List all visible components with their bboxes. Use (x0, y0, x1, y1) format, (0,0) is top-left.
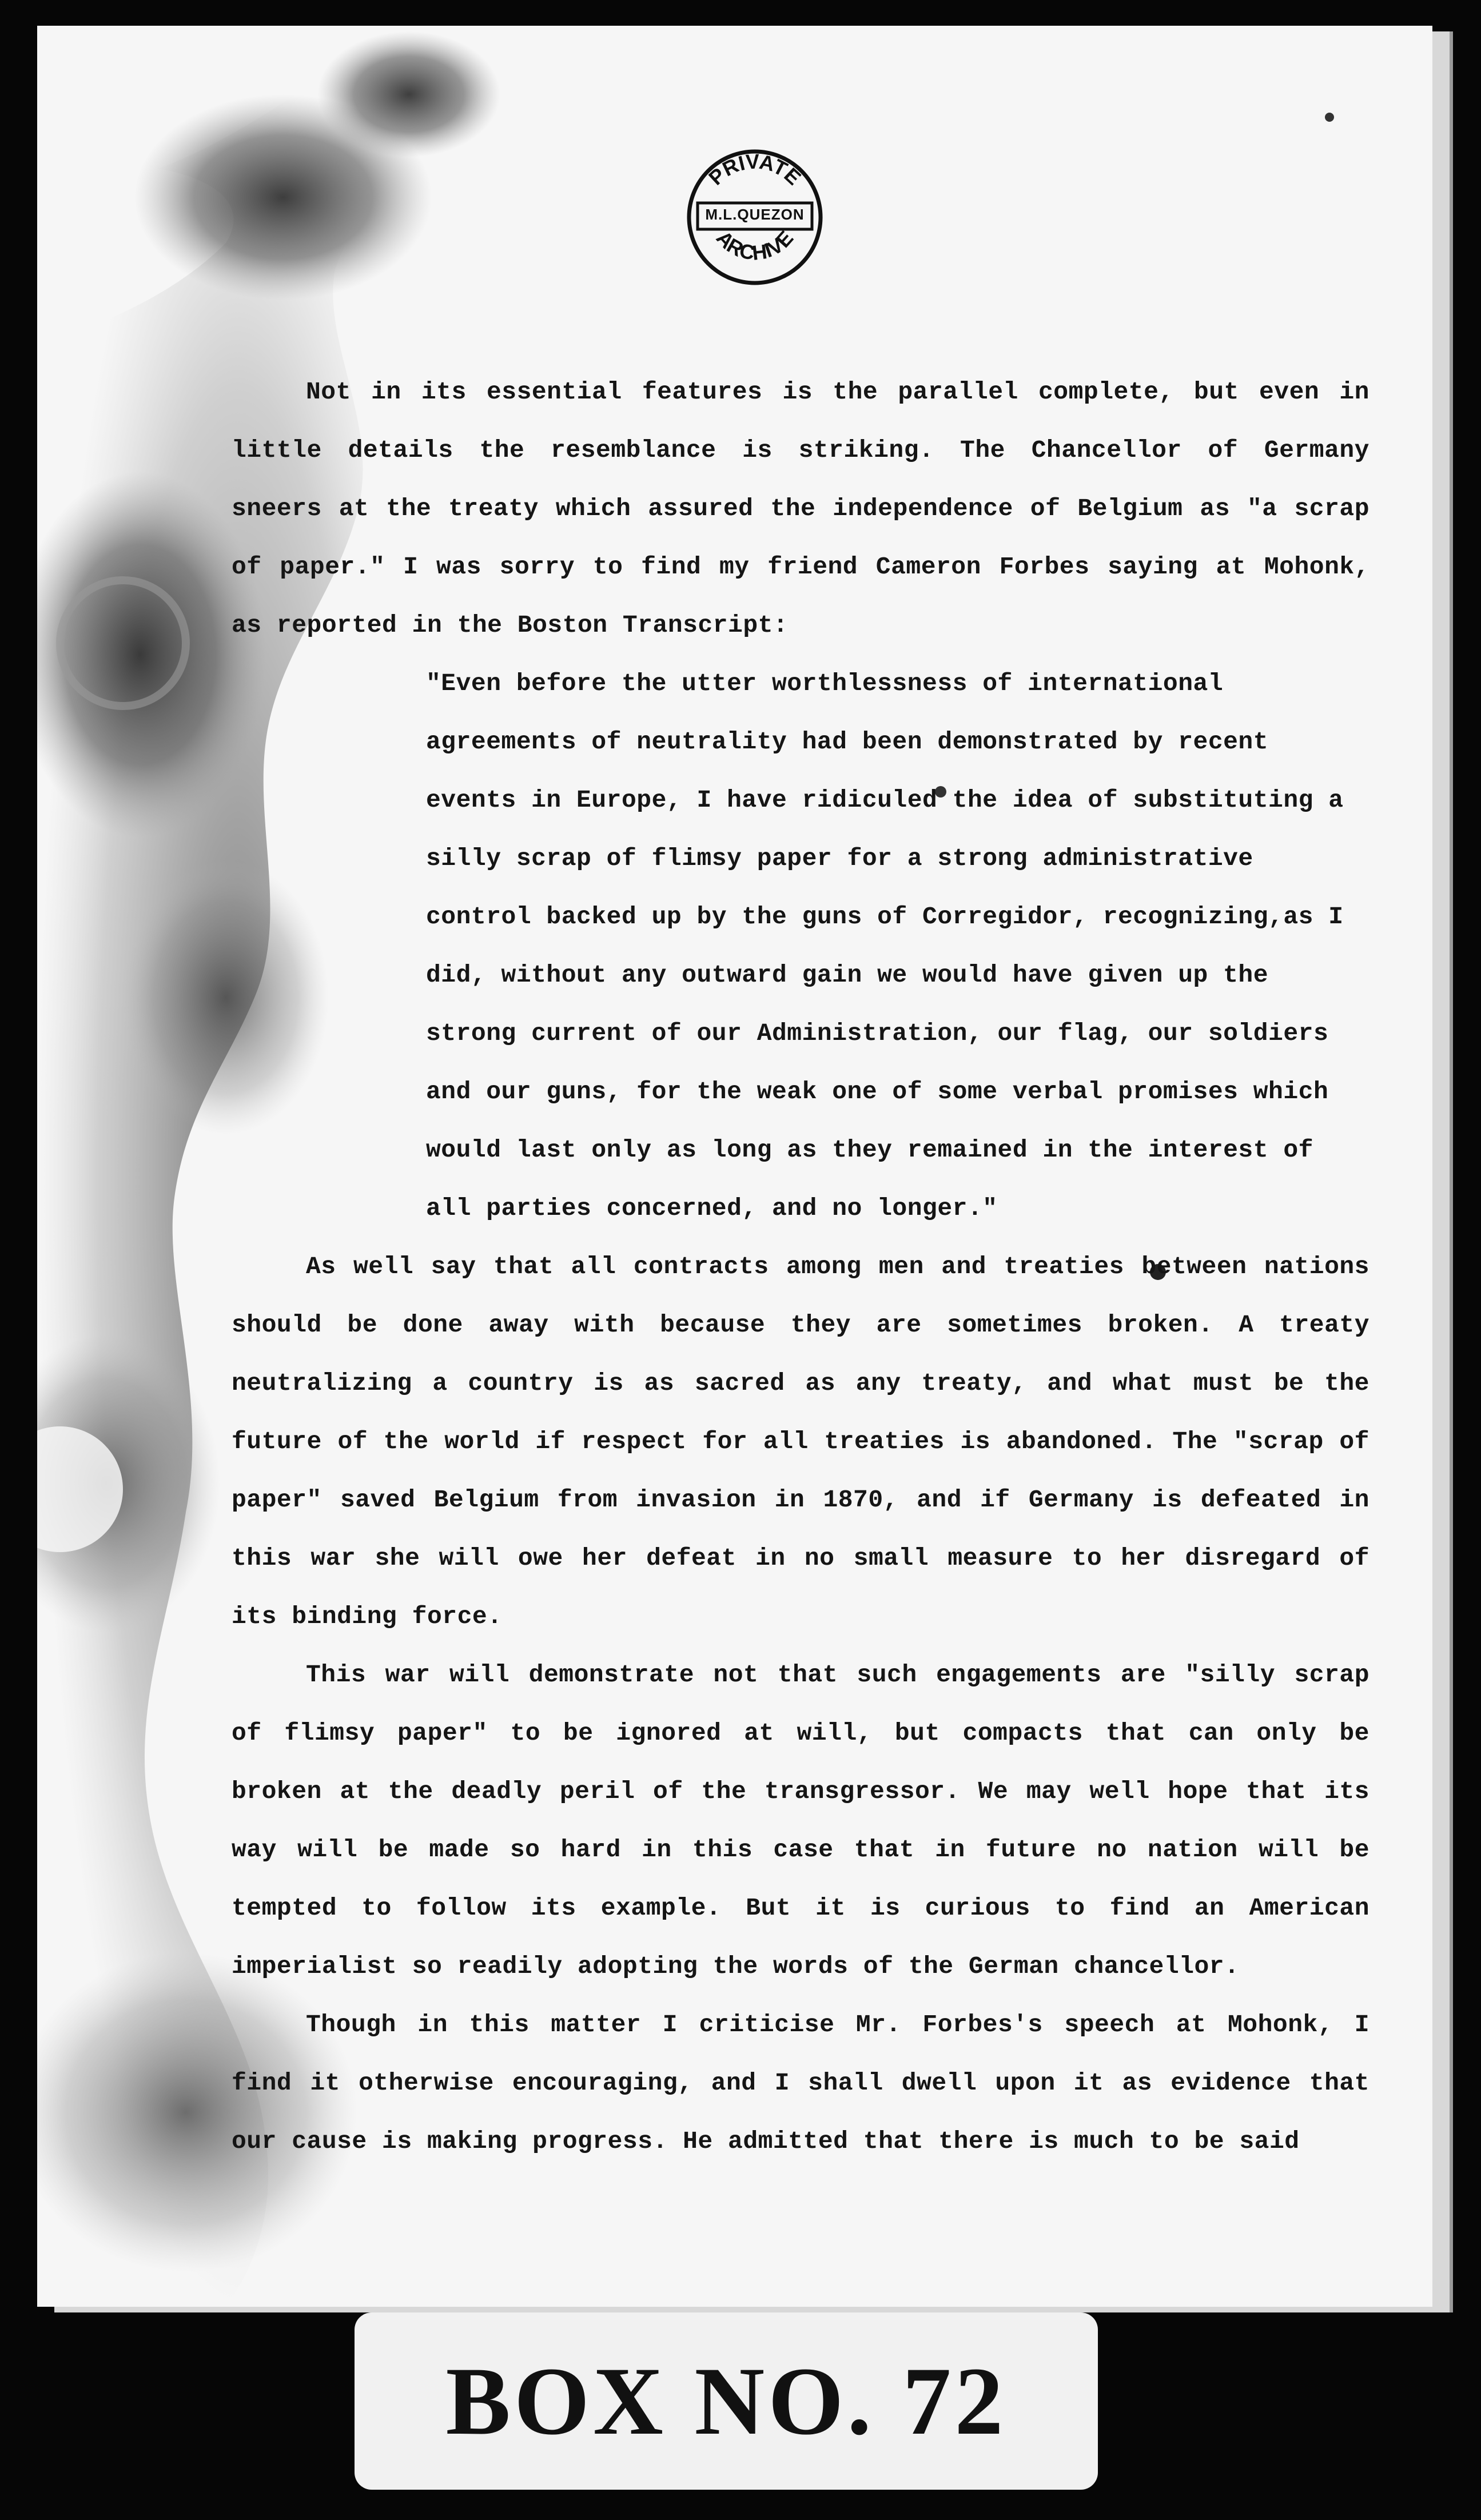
paragraph-2: As well say that all contracts among men and treaties between nations should be done away with because they are sometimes broken. A treaty neutralizing a country is as sacred as any treaty, and what must be the future of the world if respect for all treaties is abandoned. The "scrap of paper" saved Belgium from invasion in 1870, and if Germany is defeated in this war she will owe her defeat in no small measure to her disregard of its binding force. (232, 1253, 1369, 1630)
paragraph-3: This war will demonstrate not that such engagements are "silly scrap of flimsy paper" to be ignored at will, but compacts that can only be broken at the deadly peril of the transgressor. We may well hope that its way will be made so hard in this case that in future no nation will be tempted to follow its example. But it is curious to find an American imperialist so readily adopting the words of the German chancellor. (232, 1661, 1369, 1980)
box-label: BOX NO. 72 (355, 2312, 1098, 2490)
stamp-top-text: PRIVATE (704, 149, 806, 190)
document-page (37, 26, 1432, 2307)
paragraph-1: Not in its essential features is the parallel complete, but even in little details the resemblance is striking. The Chancellor of Germany sneers at the treaty which assured the independence of Belgium as "a scrap of paper." I was sorry to find my friend Cameron Forbes saying at Mohonk, as reported in the Boston Transcript: (232, 378, 1369, 639)
svg-text:ARCHIVE (712, 226, 798, 264)
archive-stamp (683, 146, 826, 289)
document-body (232, 363, 1369, 2171)
svg-text:PRIVATE (704, 149, 806, 189)
stamp-bottom-text: ARCHIVE (711, 226, 798, 265)
block-quote: "Even before the utter worthlessness of international agreements of neutrality had been demonstrated by recent events in Europe, I have ridiculed the idea of substituting a silly scrap of flimsy paper for a strong administrative control backed up by the guns of Corregidor, recognizing,as I did, without any outward gain we would have given up the strong current of our Administration, our flag, our soldiers and our guns, for the weak one of some verbal promises which would last only as long as they remained in the interest of all parties concerned, and no longer." (426, 669, 1344, 1222)
paragraph-4: Though in this matter I criticise Mr. Forbes's speech at Mohonk, I find it otherwise encouraging, and I shall dwell upon it as evidence that our cause is making progress. He admitted that there is much to be said (232, 2011, 1369, 2155)
stamp-middle-text: M.L.QUEZON (705, 206, 805, 223)
